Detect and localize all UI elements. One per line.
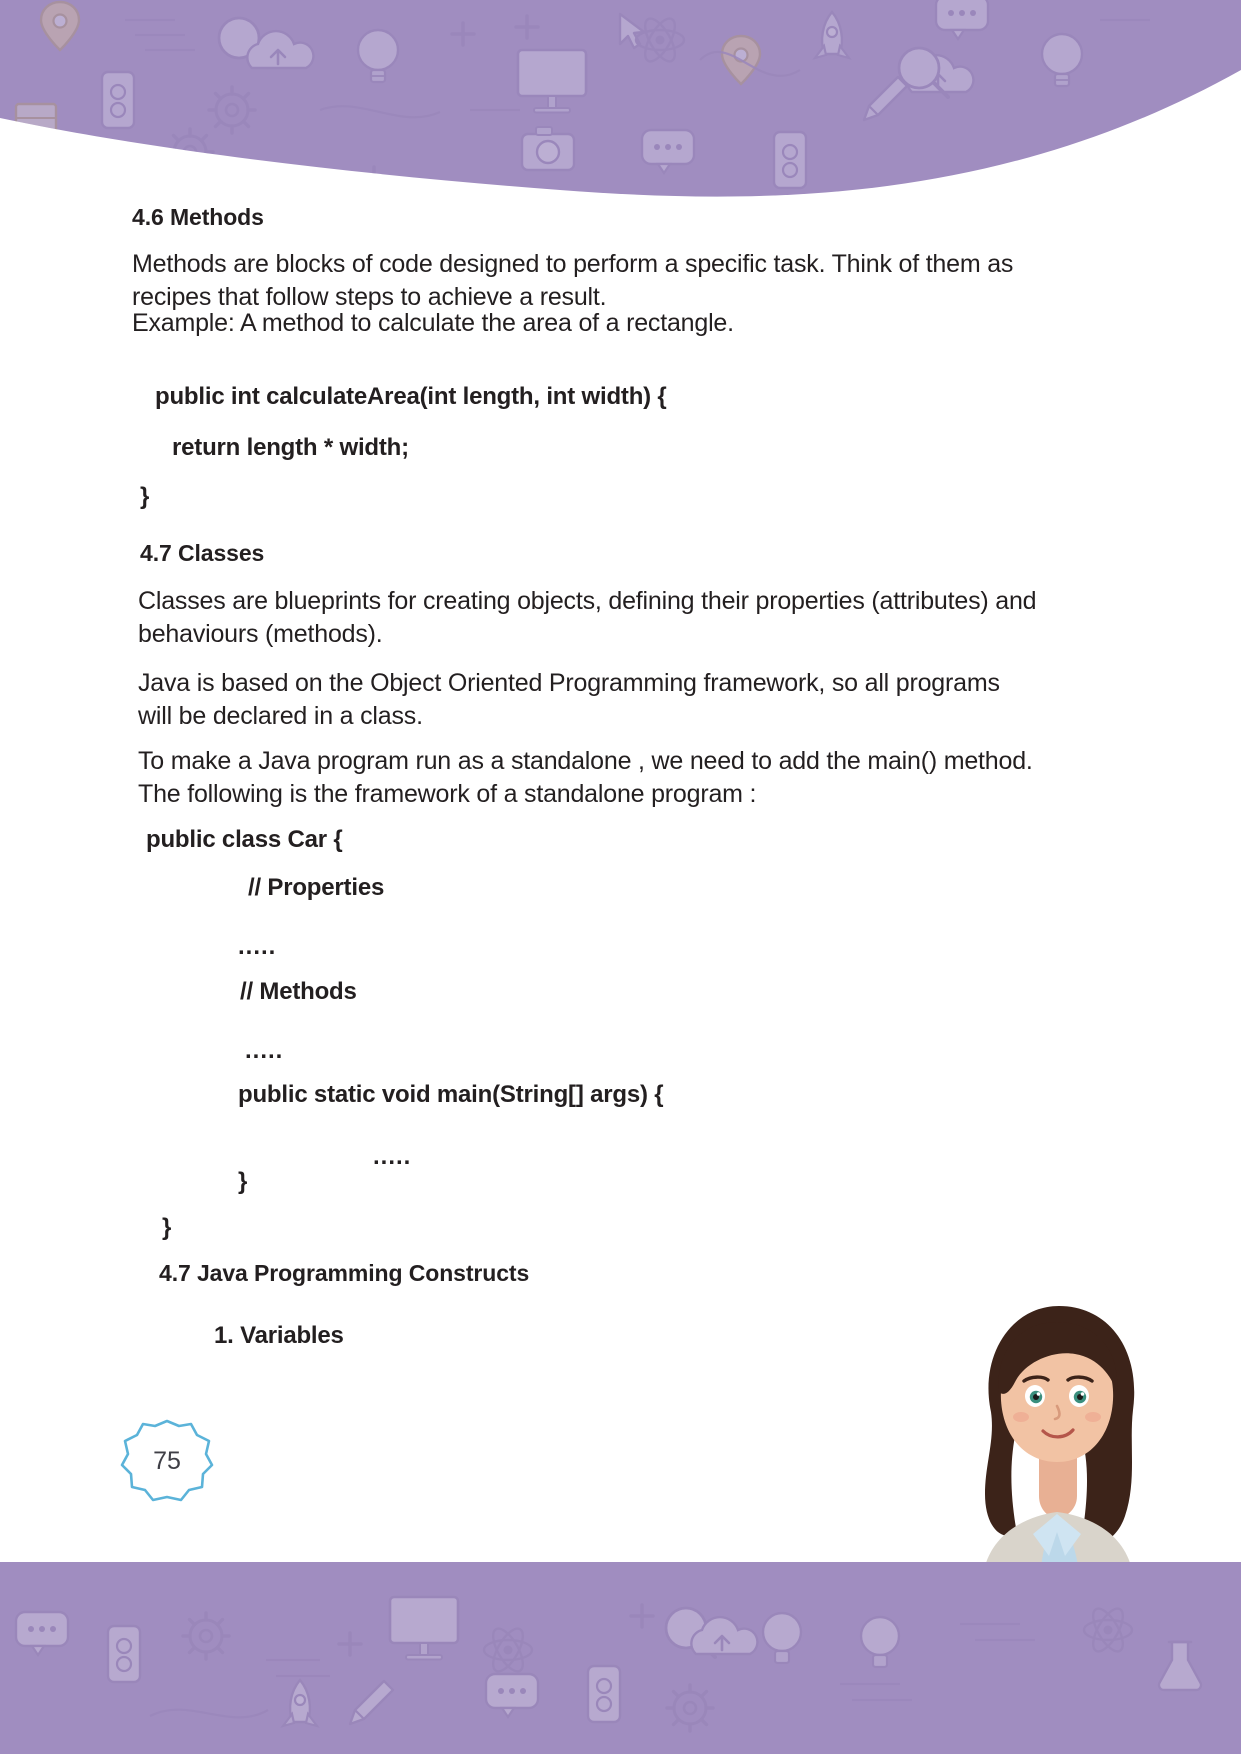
code-line-main-body-ellipsis: ..... bbox=[373, 1143, 412, 1170]
heading-4-6-methods: 4.6 Methods bbox=[132, 204, 264, 230]
code-line-public-class-car: public class Car { bbox=[146, 826, 343, 853]
code-line-methods-close-brace: } bbox=[140, 483, 150, 510]
code-line-main-close-brace: } bbox=[238, 1168, 248, 1195]
code-line-comment-properties: // Properties bbox=[248, 874, 385, 901]
code-line-class-close-brace: } bbox=[162, 1214, 172, 1241]
code-line-methods-ellipsis: ..... bbox=[245, 1037, 284, 1064]
top-decorative-banner bbox=[0, 0, 1241, 205]
list-item-variables: 1. Variables bbox=[214, 1322, 344, 1349]
heading-4-7-classes: 4.7 Classes bbox=[140, 540, 265, 566]
bottom-decorative-banner bbox=[0, 1444, 1241, 1754]
code-line-calculate-area-signature: public int calculateArea(int length, int width) { bbox=[155, 383, 667, 410]
page-number: 75 bbox=[153, 1446, 181, 1475]
paragraph-standalone-main: To make a Java program run as a standalone , we need to add the main() method. The following is the framework of a standalone program : bbox=[138, 747, 1033, 808]
code-line-main-signature: public static void main(String[] args) { bbox=[238, 1081, 664, 1108]
paragraph-methods-example: Example: A method to calculate the area of a rectangle. bbox=[132, 309, 734, 337]
code-line-properties-ellipsis: ..... bbox=[238, 933, 277, 960]
paragraph-classes-definition: Classes are blueprints for creating objects, defining their properties (attributes) and behaviours (methods). bbox=[138, 587, 1037, 648]
code-line-comment-methods: // Methods bbox=[240, 978, 357, 1005]
heading-4-7-java-programming-constructs: 4.7 Java Programming Constructs bbox=[159, 1260, 530, 1286]
paragraph-java-oop: Java is based on the Object Oriented Programming framework, so all programs will be declared in a class. bbox=[138, 669, 1000, 730]
paragraph-methods-intro: Methods are blocks of code designed to perform a specific task. Think of them as recipes that follow steps to achieve a result. bbox=[132, 250, 1014, 311]
code-line-return-length-width: return length * width; bbox=[172, 434, 409, 461]
